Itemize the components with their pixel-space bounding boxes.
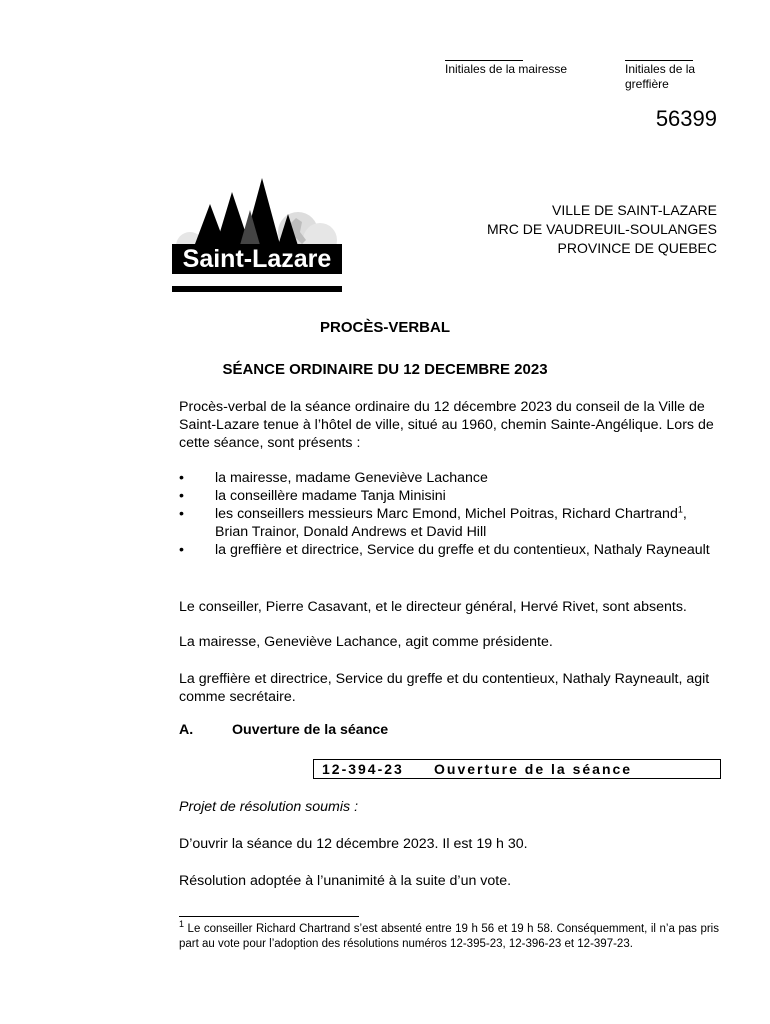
proposal-label: Projet de résolution soumis :	[179, 799, 359, 815]
list-item: • la conseillère madame Tanja Minisini	[179, 488, 446, 504]
address-block	[420, 201, 717, 258]
list-item: • les conseillers messieurs Marc Emond, Michel Poitras, Richard Chartrand$^1$, Brian Trainor, Donald Andrews et David Hill	[179, 504, 687, 540]
clerk-initials-line	[625, 60, 693, 61]
list-item: • la mairesse, madame Geneviève Lachance	[179, 470, 488, 486]
footnote-text: Le conseiller Richard Chartrand s’est absenté entre 19 h 56 et 19 h 58. Conséquemment, il n’a pas pris part au vote pour l’adoption des résolutions numéros 12-395-23, 12-396-23 et 12-397-23.	[179, 923, 719, 950]
address-city: VILLE DE SAINT-LAZARE	[552, 202, 717, 218]
logo-trees-icon	[170, 174, 345, 296]
footnote-number: 1	[179, 919, 185, 930]
bullet-icon: •	[179, 488, 184, 504]
proposal-text: D’ouvrir la séance du 12 décembre 2023. Il est 19 h 30.	[179, 836, 528, 852]
clerk-initials-label: Initiales de la greffière	[625, 62, 696, 91]
section-letter: A.	[179, 722, 194, 738]
mayor-initials-line	[445, 60, 523, 61]
logo-text: Saint-Lazare	[182, 245, 332, 273]
document-title: PROCÈS-VERBAL	[319, 319, 450, 336]
attendee-list	[179, 469, 719, 559]
address-province: PROVINCE DE QUEBEC	[557, 240, 717, 256]
mayor-initials-label: Initiales de la mairesse	[445, 62, 568, 76]
bullet-icon: •	[179, 542, 184, 558]
adopted-text: Résolution adoptée à l’unanimité à la suite d’un vote.	[179, 873, 512, 889]
footnote-marker: 1	[677, 504, 683, 515]
bullet-icon: •	[179, 506, 184, 522]
resolution-title: Ouverture de la séance	[434, 761, 633, 777]
footnote-separator	[179, 916, 359, 917]
saint-lazare-logo	[170, 174, 345, 296]
list-item: • la greffière et directrice, Service du greffe et du contentieux, Nathaly Rayneault	[179, 542, 710, 558]
section-title: Ouverture de la séance	[232, 722, 389, 738]
president-paragraph: La mairesse, Geneviève Lachance, agit comme présidente.	[179, 634, 553, 650]
secretary-paragraph: La greffière et directrice, Service du greffe et du contentieux, Nathaly Rayneault, agit comme secrétaire.	[179, 671, 710, 705]
bullet-icon: •	[179, 470, 184, 486]
address-mrc: MRC DE VAUDREUIL-SOULANGES	[486, 221, 717, 237]
intro-paragraph: Procès-verbal de la séance ordinaire du 12 décembre 2023 du conseil de la Ville de Saint-Lazare tenue à l’hôtel de ville, situé au 1960, chemin Sainte-Angélique. Lors de cette séance, sont présents :	[179, 399, 714, 451]
footnote	[179, 919, 719, 952]
resolution-box	[313, 759, 721, 779]
resolution-number: 12-394-23	[322, 761, 404, 777]
document-subtitle: SÉANCE ORDINAIRE DU 12 DECEMBRE 2023	[222, 361, 548, 378]
absent-paragraph: Le conseiller, Pierre Casavant, et le directeur général, Hervé Rivet, sont absents.	[179, 599, 687, 615]
page-number: 56399	[655, 106, 717, 131]
